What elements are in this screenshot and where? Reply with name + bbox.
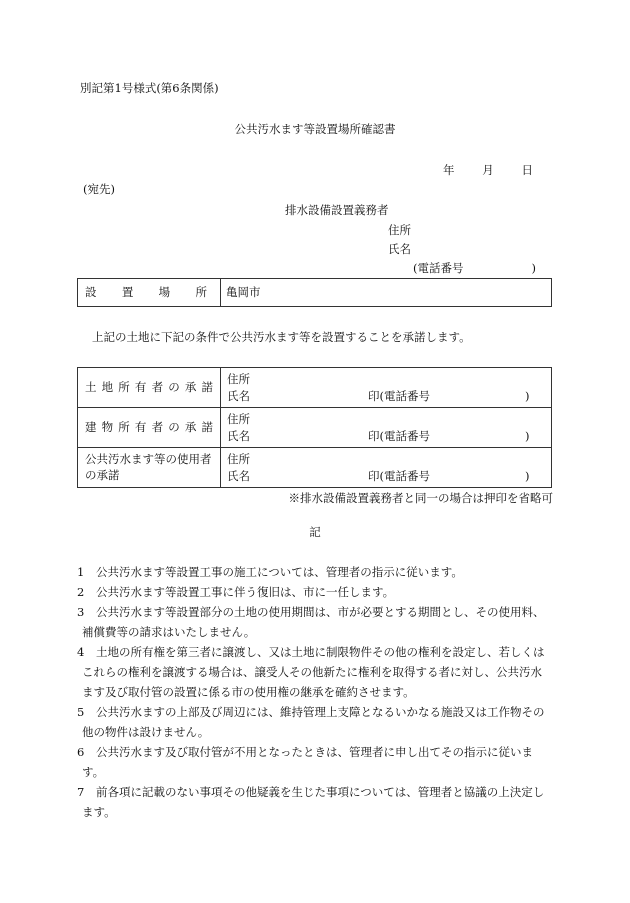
site-label	[78, 279, 221, 307]
site-label-char: 所	[195, 284, 207, 299]
label-char: の	[168, 419, 180, 434]
stamp-omission-note: ※排水設備設置義務者と同一の場合は押印を省略可	[288, 491, 553, 505]
signature-row-land-owner	[78, 368, 552, 408]
label-char: 土	[85, 379, 97, 394]
address-label: 住所	[227, 372, 250, 386]
stamp-tel-label: 印(電話番号	[368, 469, 430, 483]
date-day: 日	[521, 163, 533, 177]
item-number: 1	[77, 565, 85, 579]
item-text	[82, 782, 545, 822]
label-char: 地	[101, 379, 114, 394]
date-line	[443, 165, 533, 177]
item-line: 公共汚水ます及び取付管が不用となったときは、管理者に申し出てその指示に従いま	[96, 745, 533, 759]
item-line: 公共汚水ます等設置工事の施工については、管理者の指示に従います。	[96, 565, 463, 579]
list-item	[77, 642, 555, 702]
item-number: 5	[77, 705, 85, 719]
address-label: 住所	[227, 412, 250, 426]
list-item	[77, 582, 555, 602]
section-heading-ki: 記	[309, 525, 321, 539]
item-text	[82, 602, 545, 642]
obligor-tel	[413, 263, 536, 275]
list-item	[77, 742, 555, 782]
item-line: 前各項に記載のない事項その他疑義を生じた事項については、管理者と協議の上決定し	[96, 785, 545, 799]
stamp-tel-label: 印(電話番号	[368, 389, 430, 403]
label-char: 有	[134, 379, 147, 394]
name-label: 氏名	[227, 389, 250, 403]
label-two-line	[78, 452, 220, 483]
signature-table	[77, 367, 552, 488]
item-line: 公共汚水ます等設置部分の土地の使用期間は、市が必要とする期間とし、その使用料、	[96, 605, 545, 619]
form-reference: 別記第1号様式(第6条関係)	[80, 81, 219, 95]
signature-row-user	[78, 448, 552, 488]
tel-close: )	[525, 469, 530, 483]
conditions-list	[77, 562, 555, 822]
user-consent-label	[78, 448, 221, 488]
item-text	[82, 702, 545, 742]
tel-close: )	[525, 389, 530, 403]
label-char: 有	[134, 419, 147, 434]
list-item	[77, 702, 555, 742]
label-chars	[78, 419, 220, 434]
item-number: 4	[77, 645, 85, 659]
label-char: 者	[151, 419, 164, 434]
land-owner-consent-label	[78, 368, 221, 408]
label-char: 建	[85, 419, 97, 434]
user-signature-field[interactable]	[221, 448, 552, 488]
item-number: 7	[77, 785, 85, 799]
label-line: 公共汚水ます等の使用者	[85, 451, 212, 466]
item-line: 公共汚水ますの上部及び周辺には、維持管理上支障となるいかなる施設又は工作物その	[96, 705, 545, 719]
address-label: 住所	[227, 452, 250, 466]
name-label: 氏名	[227, 429, 250, 443]
item-number: 6	[77, 745, 85, 759]
site-label-char: 設	[85, 284, 97, 299]
label-char: 所	[118, 419, 130, 434]
item-text	[82, 642, 545, 702]
date-month: 月	[482, 163, 494, 177]
item-line: 公共汚水ます等設置工事に伴う復旧は、市に一任します。	[96, 585, 395, 599]
obligor-address-label: 住所	[388, 223, 411, 237]
site-row	[78, 279, 552, 307]
document-title: 公共汚水ます等設置場所確認書	[234, 122, 396, 136]
item-line: す。	[82, 765, 105, 779]
item-text	[96, 562, 463, 582]
label-char: 承	[184, 379, 197, 394]
obligor-name-label: 氏名	[388, 242, 411, 256]
item-line: これらの権利を譲渡する場合は、譲受人その他新たに権利を取得する者に対し、公共汚水	[82, 665, 542, 679]
label-char: 承	[184, 419, 197, 434]
item-text	[82, 742, 533, 782]
site-table	[77, 278, 552, 307]
site-value[interactable]: 亀岡市	[221, 279, 552, 307]
building-owner-signature-field[interactable]	[221, 408, 552, 448]
item-text	[96, 582, 394, 602]
label-char: の	[168, 379, 180, 394]
item-line: 土地の所有権を第三者に譲渡し、又は土地に制限物件その他の権利を設定し、若しくは	[96, 645, 545, 659]
label-line: の承諾	[85, 467, 120, 482]
item-line: ます及び取付管の設置に係る市の使用権の継承を確約させます。	[82, 685, 415, 699]
label-char: 諾	[201, 379, 213, 394]
consent-statement: 上記の土地に下記の条件で公共汚水ます等を設置することを承諾します。	[92, 330, 471, 344]
item-line: 補償費等の請求はいたしません。	[82, 625, 256, 639]
item-line: ます。	[82, 805, 116, 819]
obligor-label: 排水設備設置義務者	[285, 203, 389, 217]
list-item	[77, 602, 555, 642]
obligor-tel-open: (電話番号	[413, 261, 464, 275]
obligor-tel-close: )	[531, 261, 536, 275]
land-owner-signature-field[interactable]	[221, 368, 552, 408]
date-year: 年	[443, 163, 455, 177]
item-number: 3	[77, 605, 85, 619]
site-label-chars	[78, 284, 220, 299]
tel-close: )	[525, 429, 530, 443]
list-item	[77, 782, 555, 822]
label-char: 者	[151, 379, 164, 394]
label-char: 所	[118, 379, 130, 394]
building-owner-consent-label	[78, 408, 221, 448]
label-char: 諾	[201, 419, 213, 434]
signature-row-building-owner	[78, 408, 552, 448]
label-char: 物	[101, 419, 114, 434]
item-number: 2	[77, 585, 85, 599]
list-item	[77, 562, 555, 582]
label-chars	[78, 379, 220, 394]
item-line: 他の物件は設けません。	[82, 725, 210, 739]
name-label: 氏名	[227, 469, 250, 483]
addressee: (宛先)	[83, 182, 115, 196]
stamp-tel-label: 印(電話番号	[368, 429, 430, 443]
site-label-char: 置	[121, 284, 134, 299]
site-label-char: 場	[158, 284, 171, 299]
